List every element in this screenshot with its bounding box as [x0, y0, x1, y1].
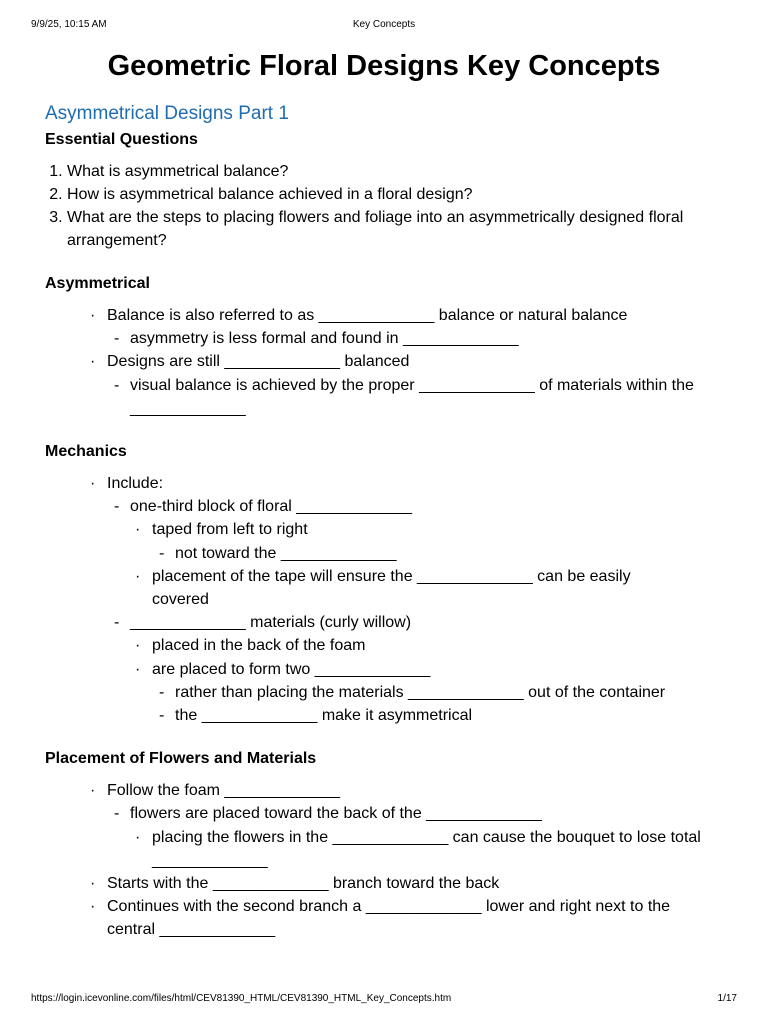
list-item-text: Follow the foam _____________ [107, 782, 341, 800]
sub-list [152, 542, 735, 565]
list-item [90, 779, 735, 872]
list-item [114, 802, 735, 872]
list-item-text: not toward the _____________ [175, 544, 397, 562]
sub-list [107, 327, 735, 350]
asymmetrical-list [45, 304, 735, 420]
list-item [90, 895, 712, 941]
list-item [135, 658, 735, 728]
list-item [135, 826, 702, 872]
bullet-marker: · [90, 353, 96, 371]
list-item-text: Starts with the _____________ branch toward the back [107, 875, 500, 893]
list-item [135, 565, 672, 611]
page-title: Geometric Floral Designs Key Concepts [107, 50, 661, 82]
list-item-text: rather than placing the materials _____________ out of the container [175, 683, 666, 701]
bullet-marker: · [135, 567, 141, 585]
sub-list [107, 374, 735, 420]
dash-marker: - [114, 805, 120, 823]
list-item-text: taped from left to right [152, 521, 308, 539]
essential-questions-list [45, 160, 735, 252]
sub-list [130, 634, 735, 727]
list-item [90, 472, 735, 727]
list-item-text: asymmetry is less formal and found in _____________ [130, 330, 519, 348]
print-tab-title: Key Concepts [352, 19, 416, 30]
list-item-text: _____________ materials (curly willow) [130, 614, 412, 632]
dash-marker: - [114, 498, 120, 516]
list-item [135, 518, 735, 564]
mechanics-list [45, 472, 735, 727]
page-url: https://login.icevonline.com/files/html/CEV81390_HTML/CEV81390_HTML_Key_Concepts.htm [31, 993, 452, 1004]
list-item-text: Include: [107, 475, 164, 493]
dash-marker: - [114, 614, 120, 632]
list-item [159, 542, 735, 565]
placement-heading: Placement of Flowers and Materials [45, 750, 317, 768]
list-item [90, 872, 735, 895]
asymmetrical-heading: Asymmetrical [45, 275, 150, 292]
list-item [90, 304, 735, 350]
bullet-marker: · [135, 660, 141, 678]
list-item-text: Designs are still _____________ balanced [107, 353, 410, 371]
list-item-text: Continues with the second branch a _____________ lower and right next to the central _____________ [107, 898, 671, 939]
bullet-marker: · [90, 307, 96, 324]
print-header [31, 19, 737, 33]
dash-marker: - [114, 330, 120, 348]
bullet-marker: · [90, 898, 96, 916]
list-item [114, 374, 700, 420]
list-item-text: are placed to form two _____________ [152, 660, 431, 678]
placement-list [45, 779, 735, 941]
list-item [114, 327, 735, 350]
question-item: 3. What are the steps to placing flowers and foliage into an asymmetrically designed floral arrangement? [67, 206, 735, 252]
part-heading: Asymmetrical Designs Part 1 [45, 103, 289, 124]
bullet-marker: · [90, 475, 96, 493]
list-item-text: flowers are placed toward the back of the _____________ [130, 805, 542, 823]
list-item [114, 495, 735, 611]
dash-marker: - [159, 707, 165, 725]
print-footer [31, 993, 737, 1007]
essential-questions-heading: Essential Questions [45, 131, 198, 148]
page-number: 1/17 [717, 993, 737, 1004]
dash-marker: - [114, 376, 120, 394]
list-item [159, 704, 735, 727]
list-item-text: the _____________ make it asymmetrical [175, 707, 473, 725]
question-item: 2. How is asymmetrical balance achieved in a floral design? [67, 183, 735, 206]
list-item-text: visual balance is achieved by the proper _____________ of materials within the _____________ [130, 376, 694, 417]
list-item-text: placement of the tape will ensure the _____________ can be easily covered [152, 567, 631, 609]
list-item [114, 611, 735, 727]
bullet-marker: · [135, 828, 141, 846]
mechanics-heading: Mechanics [45, 443, 127, 461]
print-timestamp: 9/9/25, 10:15 AM [31, 19, 107, 30]
list-item-text: placed in the back of the foam [152, 637, 366, 655]
sub-list [130, 518, 735, 611]
dash-marker: - [159, 683, 165, 701]
bullet-marker: · [135, 521, 141, 539]
sub-list [152, 681, 735, 727]
sub-list [130, 826, 735, 872]
document-body [45, 48, 735, 942]
list-item-text: Balance is also referred to as _____________ balance or natural balance [107, 307, 628, 324]
bullet-marker: · [90, 875, 96, 893]
list-item [159, 681, 735, 704]
bullet-marker: · [135, 637, 141, 655]
dash-marker: - [159, 544, 165, 562]
list-item [90, 350, 735, 420]
list-item [135, 634, 735, 657]
sub-list [107, 802, 735, 872]
list-item-text: placing the flowers in the _____________ can cause the bouquet to lose total _____________ [152, 828, 701, 869]
sub-list [107, 495, 735, 727]
list-item-text: one-third block of floral _____________ [130, 498, 412, 516]
question-item: 1. What is asymmetrical balance? [67, 160, 735, 183]
bullet-marker: · [90, 782, 96, 800]
